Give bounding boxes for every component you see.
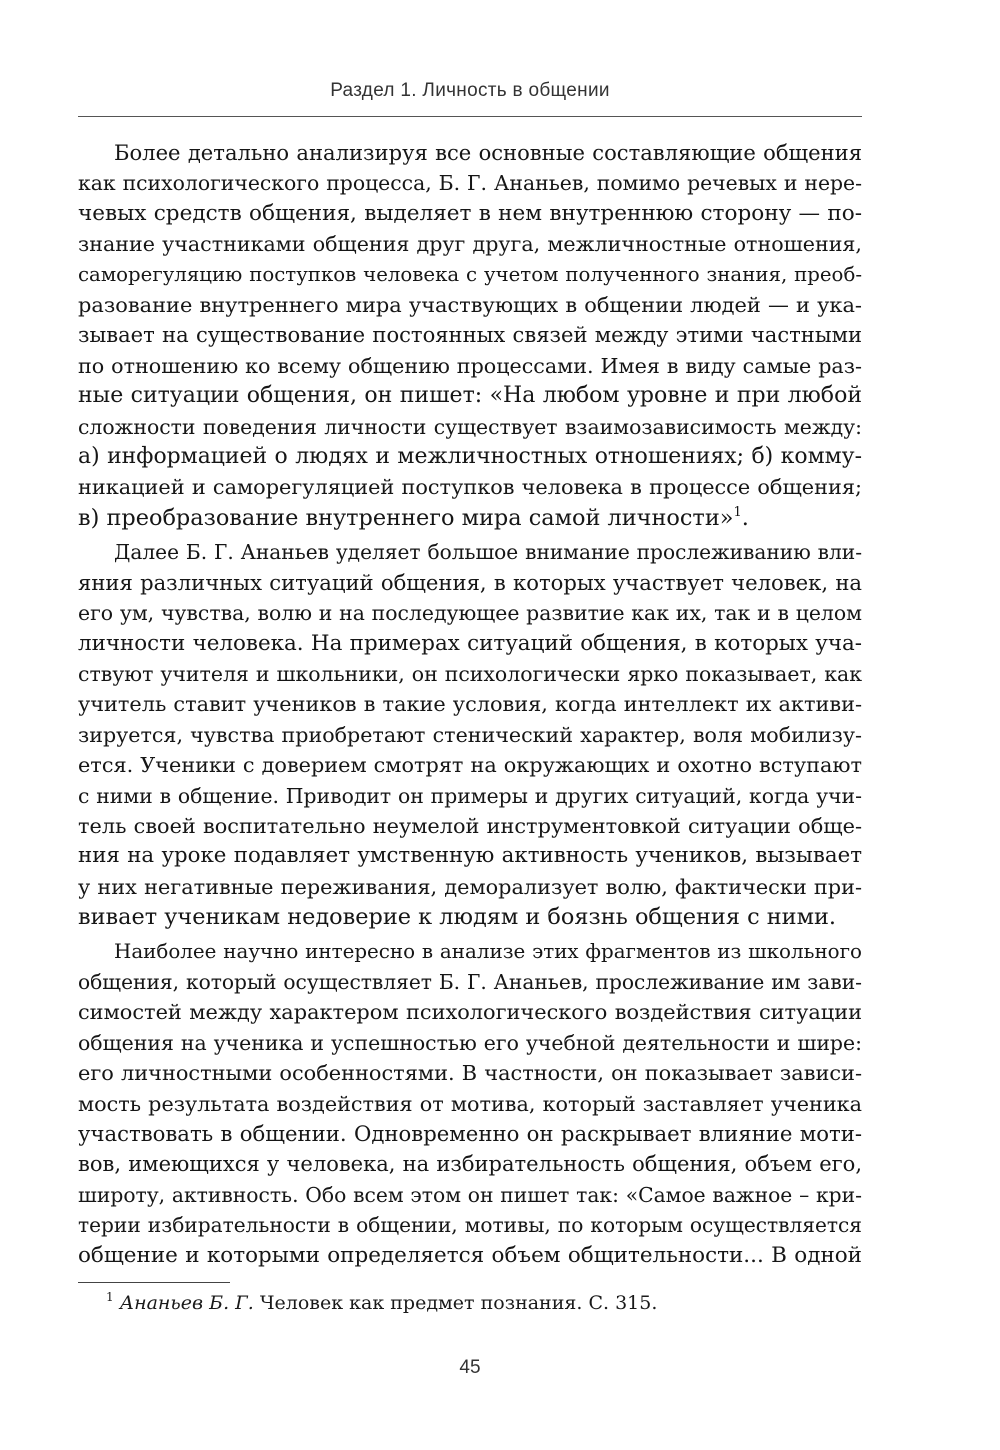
text-line: широту, активность. Обо всем этом он пишет так: «Самое важное – кри- xyxy=(78,1182,862,1207)
body-text xyxy=(78,138,862,1271)
text-line: с ними в общение. Приводит он примеры и других ситуаций, когда учи- xyxy=(78,783,862,808)
text-line: учитель ставит учеников в такие условия, когда интеллект их активи- xyxy=(78,692,862,717)
text-line: ные ситуации общения, он пишет: «На любом уровне и при любой xyxy=(78,383,862,409)
text-line: как психологического процесса, Б. Г. Ананьев, помимо речевых и нере- xyxy=(78,171,862,196)
text-line: его личностными особенностями. В частности, он показывает зависи- xyxy=(78,1061,862,1086)
paragraph-2 xyxy=(78,537,862,932)
text-line: сложности поведения личности существует взаимозависимость между: xyxy=(78,414,862,439)
text-line: вивает ученикам недоверие к людям и боязнь общения с ними. xyxy=(78,904,837,931)
text-line: знание участниками общения друг друга, межличностные отношения, xyxy=(78,232,862,257)
text-line: зируется, чувства приобретают стенический характер, воля мобилизу- xyxy=(78,722,862,747)
text-line: личности человека. На примерах ситуаций общения, в которых уча- xyxy=(78,630,862,656)
text-line: яния различных ситуаций общения, в которых участвует человек, на xyxy=(78,569,862,595)
text-line: общения, который осуществляет Б. Г. Ананьев, прослеживание им зави- xyxy=(78,969,862,994)
text-line: терии избирательности в общении, мотивы, по которым осуществляется xyxy=(78,1213,862,1238)
footnote xyxy=(106,1290,657,1316)
text-line: вов, имеющихся у человека, на избирательность общения, объем его, xyxy=(78,1151,862,1177)
footnote-reference[interactable]: 1 xyxy=(733,504,742,520)
text-line: симостей между характером психологического воздействия ситуации xyxy=(78,1000,862,1025)
footnote-rule xyxy=(78,1282,230,1283)
header-rule xyxy=(78,116,862,117)
text-line: по отношению ко всему общению процессами. Имея в виду самые раз- xyxy=(78,353,862,378)
text-line: тель своей воспитательно неумелой инструментовкой ситуации обще- xyxy=(78,813,862,838)
text-line: никацией и саморегуляцией поступков человека в процессе общения; xyxy=(78,475,862,500)
text-line: ется. Ученики с доверием смотрят на окружающих и охотно вступают xyxy=(78,753,862,778)
text-line: Далее Б. Г. Ананьев уделяет большое внимание прослеживанию вли- xyxy=(114,540,862,565)
footnote-text: Человек как предмет познания. С. 315. xyxy=(259,1292,658,1314)
text-line: Более детально анализируя все основные составляющие общения xyxy=(114,140,862,165)
text-line-with-footnote xyxy=(78,503,862,533)
paragraph-1 xyxy=(78,138,862,533)
text-line: у них негативные переживания, деморализует волю, фактически при- xyxy=(78,874,862,899)
text-line: его ум, чувства, волю и на последующее развитие как их, так и в целом xyxy=(78,601,862,626)
text-line: зывает на существование постоянных связей между этими частными xyxy=(78,322,862,348)
footnote-mark: 1 xyxy=(106,1290,114,1304)
text-line: Наиболее научно интересно в анализе этих фрагментов из школьного xyxy=(114,939,862,963)
footnote-author: Ананьев Б. Г. xyxy=(119,1292,254,1314)
text-line: участвовать в общении. Одновременно он раскрывает влияние моти- xyxy=(78,1121,862,1146)
sentence-end: . xyxy=(741,504,749,531)
text-line: ния на уроке подавляет умственную активность учеников, вызывает xyxy=(78,843,862,869)
text-line: чевых средств общения, выделяет в нем внутреннюю сторону — по- xyxy=(78,200,862,226)
text-line: а) информацией о людях и межличностных отношениях; б) комму- xyxy=(78,444,862,470)
text-line: саморегуляцию поступков человека с учетом полученного знания, преоб- xyxy=(78,262,862,286)
paragraph-3 xyxy=(78,937,862,1271)
text-line: общения на ученика и успешностью его учебной деятельности и шире: xyxy=(78,1030,862,1055)
text-line: в) преобразование внутреннего мира самой личности» xyxy=(78,504,734,531)
text-line: мость результата воздействия от мотива, который заставляет ученика xyxy=(78,1091,862,1116)
page-number: 45 xyxy=(459,1357,481,1378)
text-line: общение и которыми определяется объем общительности... В одной xyxy=(78,1242,862,1268)
running-head: Раздел 1. Личность в общении xyxy=(330,80,610,101)
text-line: ствуют учителя и школьники, он психологически ярко показывает, как xyxy=(78,661,862,686)
text-line: разование внутреннего мира участвующих в общении людей — и ука- xyxy=(78,293,862,318)
